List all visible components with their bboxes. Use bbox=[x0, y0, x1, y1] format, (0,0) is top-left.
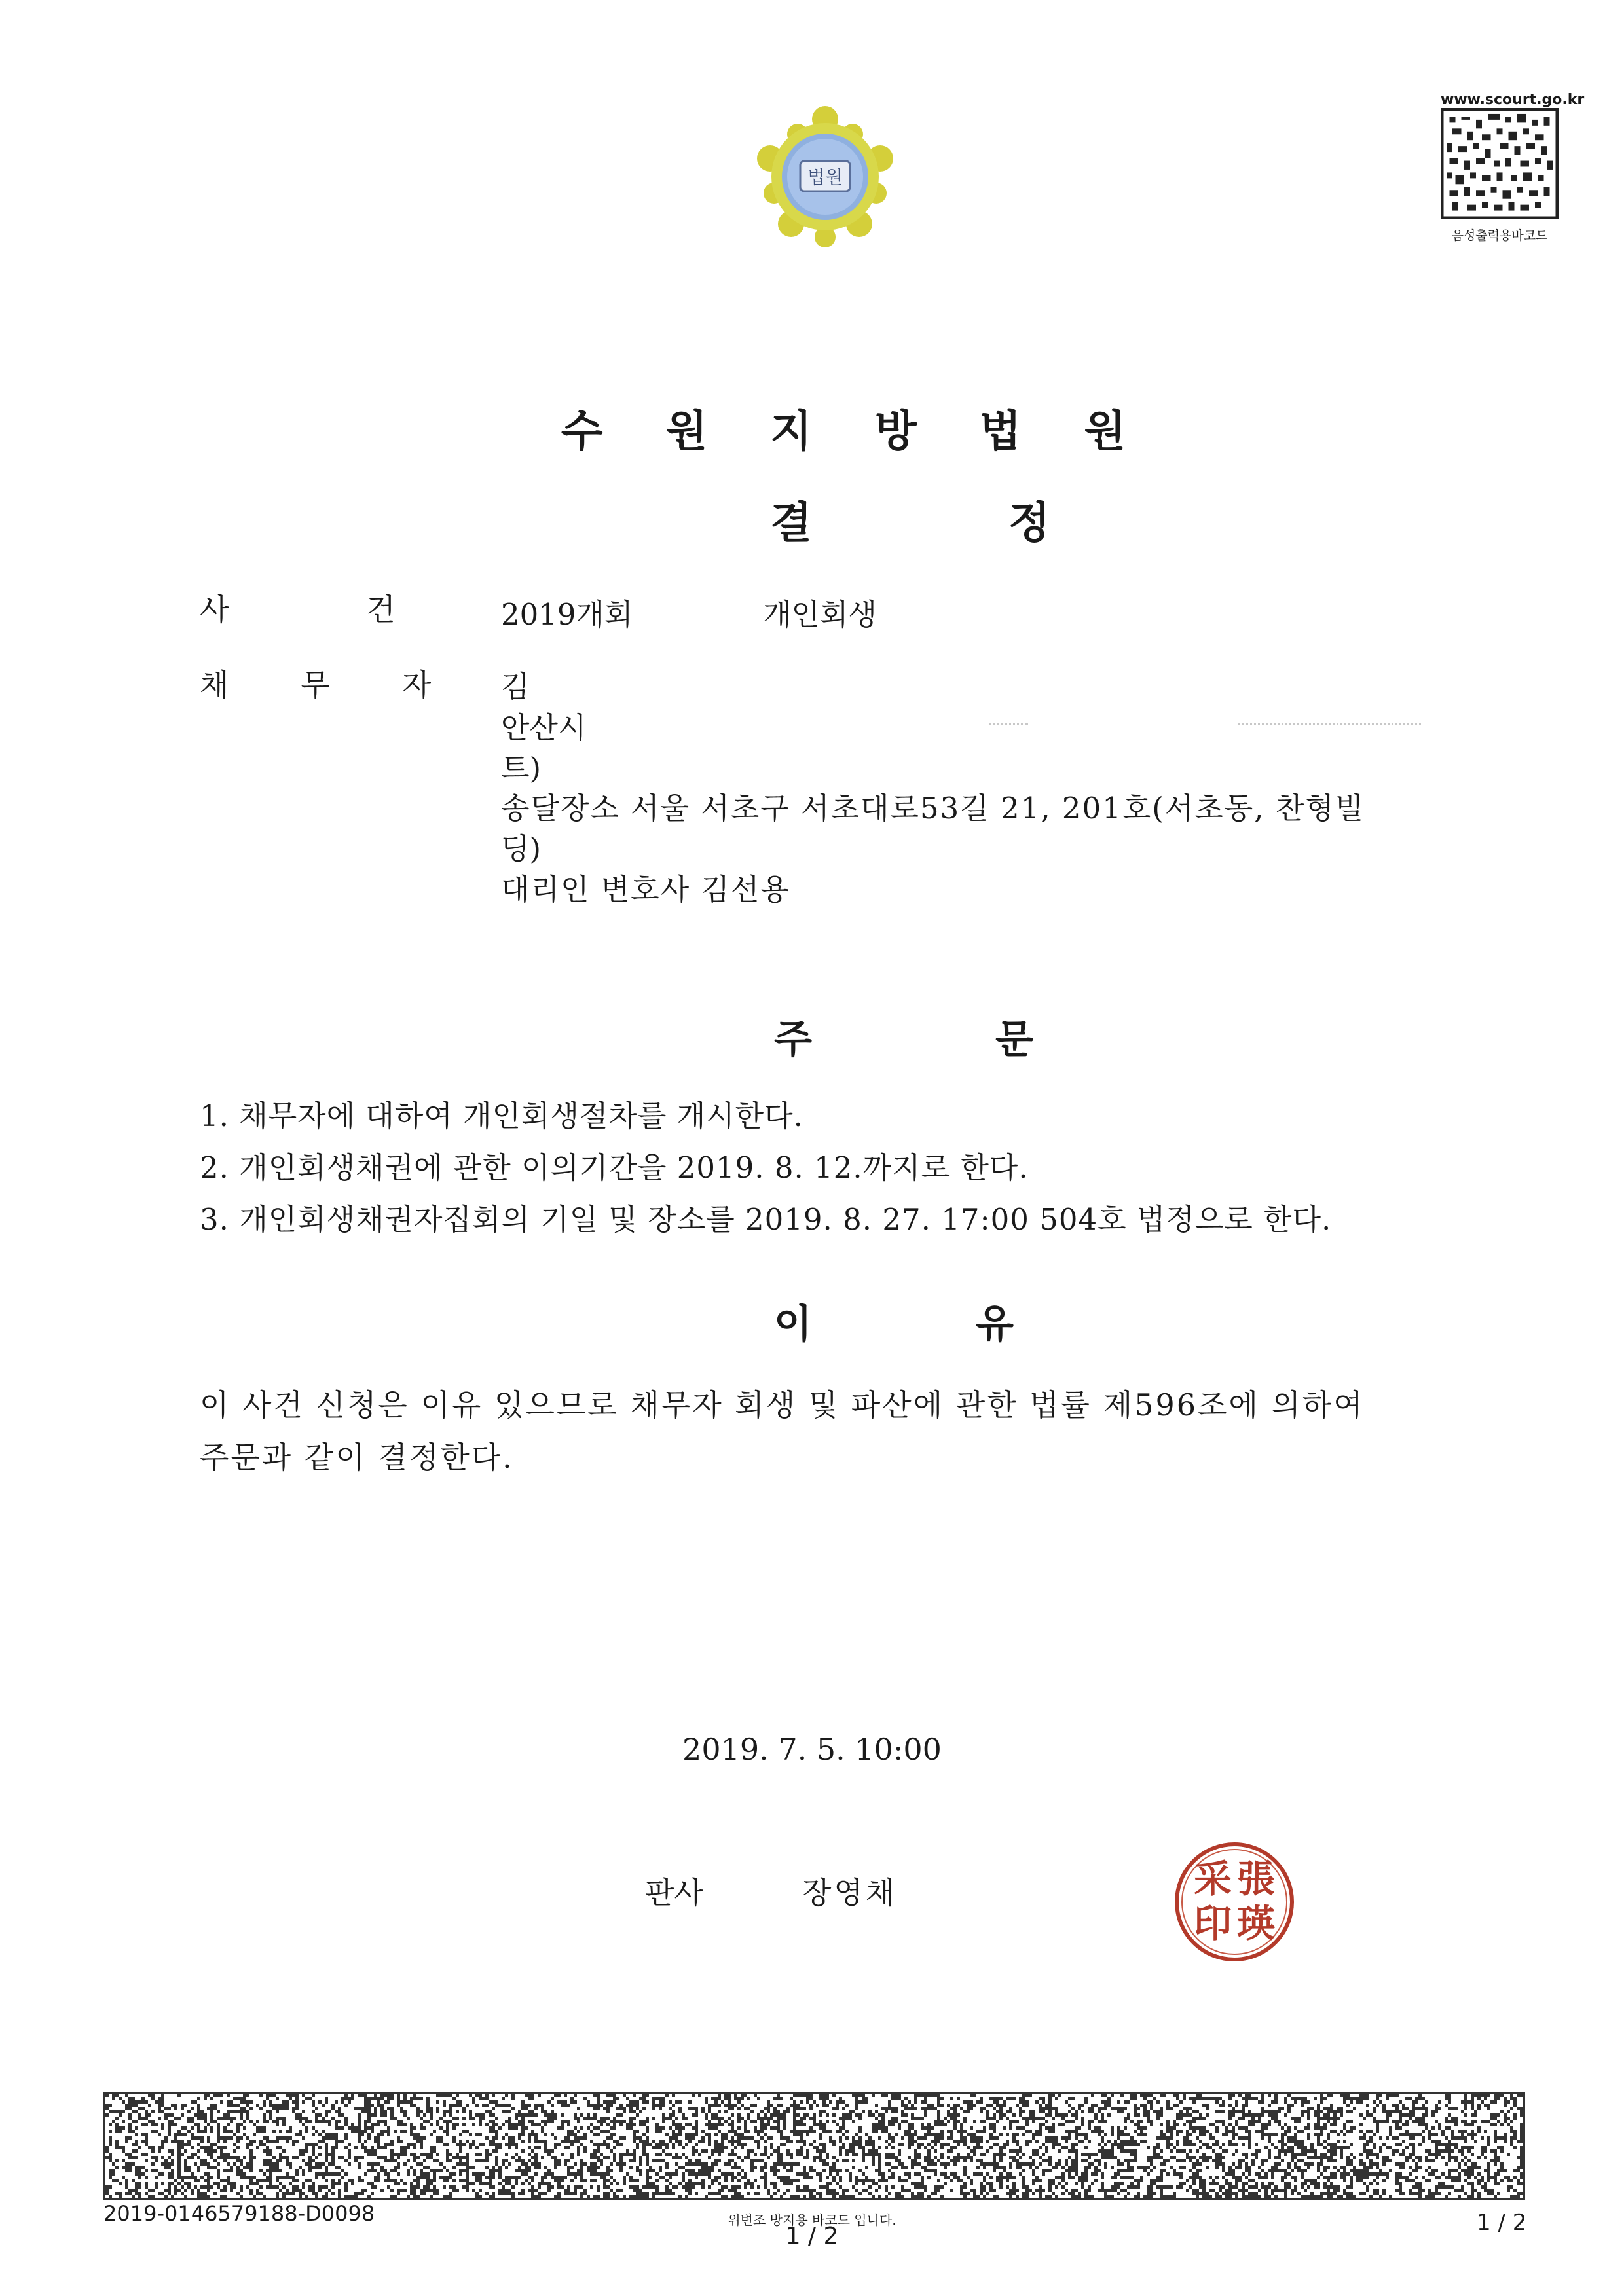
document-code: 2019-0146579188-D0098 bbox=[103, 2201, 375, 2226]
court-name: 수원지방법원 bbox=[561, 405, 1189, 456]
reason-text-line: 주문과 같이 결정한다. bbox=[200, 1440, 514, 1475]
court-emblem bbox=[747, 98, 904, 255]
judge-label: 판사 bbox=[645, 1875, 703, 1910]
qr-caption: 음성출력용바코드 bbox=[1451, 228, 1548, 243]
svg-text:瑛: 瑛 bbox=[1236, 1901, 1276, 1946]
decision-date: 2019. 7. 5. 10:00 bbox=[682, 1732, 942, 1767]
debtor-name: 김 bbox=[501, 669, 530, 704]
page-number-center: 1 / 2 bbox=[785, 2223, 839, 2250]
order-item: 1. 채무자에 대하여 개인회생절차를 개시한다. bbox=[200, 1099, 803, 1133]
svg-text:印: 印 bbox=[1193, 1901, 1232, 1946]
reason-text-line: 이 사건 신청은 이유 있으므로 채무자 회생 및 파산에 관한 법률 제596조에 의하여 bbox=[200, 1387, 1365, 1423]
debtor-label: 채무자 bbox=[200, 667, 504, 702]
document-title: 결정 bbox=[770, 497, 1247, 548]
order-item: 2. 개인회생채권에 관한 이의기간을 2019. 8. 12.까지로 한다. bbox=[200, 1150, 1029, 1185]
order-item: 3. 개인회생채권자집회의 기일 및 장소를 2019. 8. 27. 17:00 504호 법정으로 한다. bbox=[200, 1202, 1332, 1237]
judge-name: 장영채 bbox=[802, 1875, 898, 1910]
debtor-address-line-2: 트) bbox=[501, 751, 542, 786]
reason-section-title: 이유 bbox=[774, 1302, 1177, 1347]
anti-forgery-barcode bbox=[103, 2092, 1525, 2200]
case-type: 개인회생 bbox=[763, 597, 877, 632]
page-number-right: 1 / 2 bbox=[1477, 2210, 1527, 2236]
case-number: 2019개회 bbox=[501, 597, 633, 632]
service-address-line-1: 송달장소 서울 서초구 서초대로53길 21, 201호(서초동, 찬형빌 bbox=[501, 791, 1365, 826]
judge-seal bbox=[1172, 1840, 1297, 1964]
service-address-line-2: 딩) bbox=[501, 831, 542, 866]
redaction-mark bbox=[1238, 723, 1421, 725]
anti-forgery-note: 위변조 방지용 바코드 입니다. bbox=[728, 2212, 896, 2228]
svg-text:采: 采 bbox=[1193, 1857, 1232, 1901]
legal-representative: 대리인 변호사 김선용 bbox=[501, 872, 790, 907]
voice-output-qr-code bbox=[1441, 108, 1559, 219]
case-label: 사건 bbox=[200, 592, 533, 627]
svg-text:법원: 법원 bbox=[807, 166, 843, 188]
debtor-address-line-1: 안산시 bbox=[501, 710, 587, 745]
svg-text:張: 張 bbox=[1236, 1857, 1276, 1901]
order-section-title: 주문 bbox=[774, 1017, 1217, 1063]
redaction-mark bbox=[989, 723, 1028, 725]
qr-url: www.scourt.go.kr bbox=[1441, 92, 1585, 108]
